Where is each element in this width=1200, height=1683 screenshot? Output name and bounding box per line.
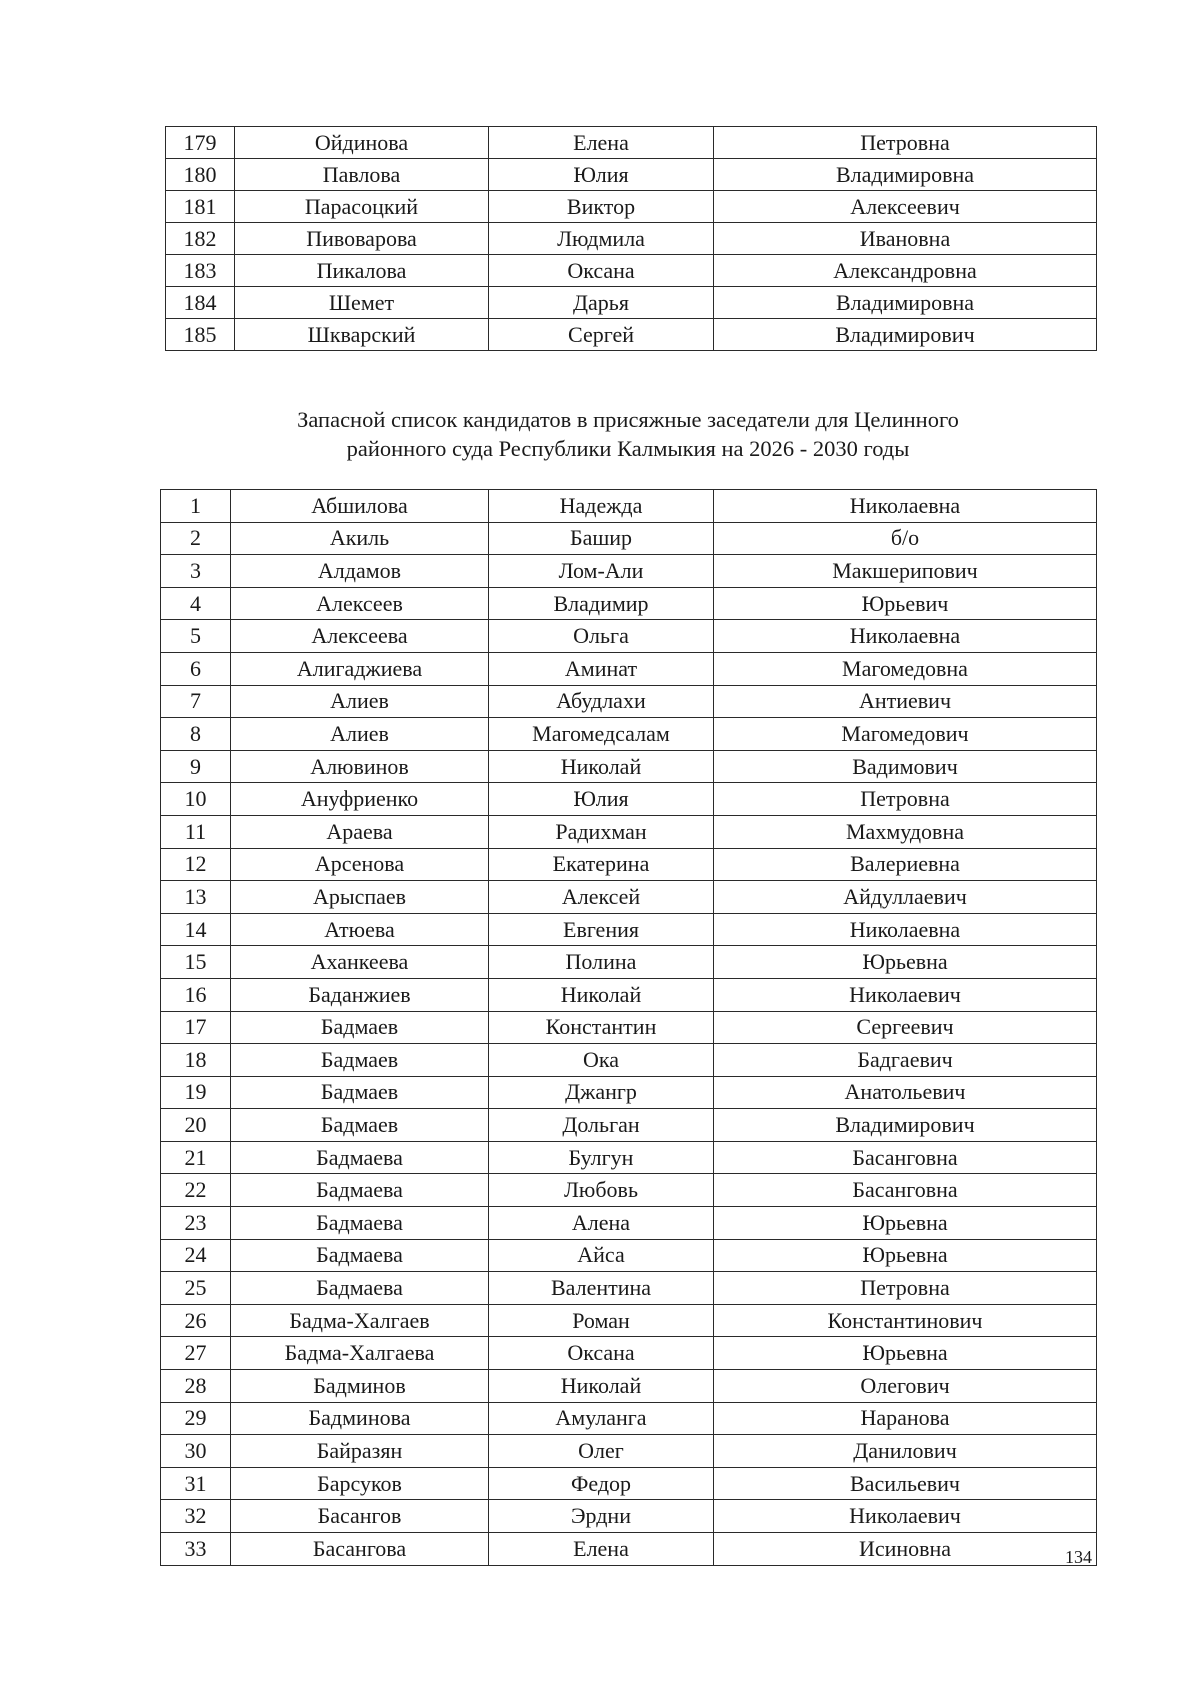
first-name-cell: Дарья [489, 287, 714, 319]
row-number-cell: 25 [161, 1272, 231, 1305]
first-name-cell: Любовь [489, 1174, 714, 1207]
patronymic-cell: Александровна [714, 255, 1097, 287]
first-name-cell: Башир [489, 522, 714, 555]
first-name-cell: Сергей [489, 319, 714, 351]
first-name-cell: Константин [489, 1011, 714, 1044]
row-number-cell: 9 [161, 750, 231, 783]
row-number-cell: 19 [161, 1076, 231, 1109]
patronymic-cell: Владимирович [714, 319, 1097, 351]
first-name-cell: Владимир [489, 587, 714, 620]
table-row [166, 319, 1097, 351]
table-row [161, 815, 1097, 848]
patronymic-cell: Олегович [714, 1370, 1097, 1403]
page-number: 134 [1065, 1547, 1092, 1567]
surname-cell: Бадмаева [231, 1272, 489, 1305]
first-name-cell: Лом-Али [489, 555, 714, 588]
patronymic-cell: б/о [714, 522, 1097, 555]
surname-cell: Бадмаев [231, 1011, 489, 1044]
first-name-cell: Абудлахи [489, 685, 714, 718]
first-name-cell: Людмила [489, 223, 714, 255]
table-row [161, 913, 1097, 946]
surname-cell: Шемет [235, 287, 489, 319]
table-row [161, 946, 1097, 979]
row-number-cell: 181 [166, 191, 235, 223]
row-number-cell: 26 [161, 1304, 231, 1337]
table-row [161, 750, 1097, 783]
table-row [161, 1141, 1097, 1174]
row-number-cell: 29 [161, 1402, 231, 1435]
first-name-cell: Оксана [489, 1337, 714, 1370]
patronymic-cell: Данилович [714, 1435, 1097, 1468]
row-number-cell: 1 [161, 490, 231, 523]
main-list-body [166, 127, 1097, 351]
table-row [161, 685, 1097, 718]
patronymic-cell: Владимировна [714, 159, 1097, 191]
table-row [161, 978, 1097, 1011]
table-row [166, 287, 1097, 319]
row-number-cell: 30 [161, 1435, 231, 1468]
reserve-heading-line-2: районного суда Республики Калмыкия на 2026 - 2030 годы [346, 436, 910, 461]
row-number-cell: 31 [161, 1467, 231, 1500]
row-number-cell: 182 [166, 223, 235, 255]
surname-cell: Байразян [231, 1435, 489, 1468]
row-number-cell: 10 [161, 783, 231, 816]
first-name-cell: Булгун [489, 1141, 714, 1174]
row-number-cell: 4 [161, 587, 231, 620]
row-number-cell: 15 [161, 946, 231, 979]
table-row [166, 159, 1097, 191]
patronymic-cell: Владимировна [714, 287, 1097, 319]
surname-cell: Павлова [235, 159, 489, 191]
table-row [161, 1076, 1097, 1109]
table-row [161, 783, 1097, 816]
surname-cell: Бадмаева [231, 1141, 489, 1174]
first-name-cell: Екатерина [489, 848, 714, 881]
row-number-cell: 32 [161, 1500, 231, 1533]
table-row [161, 1337, 1097, 1370]
row-number-cell: 183 [166, 255, 235, 287]
surname-cell: Абшилова [231, 490, 489, 523]
surname-cell: Бадминов [231, 1370, 489, 1403]
surname-cell: Алигаджиева [231, 652, 489, 685]
table-row [161, 1239, 1097, 1272]
surname-cell: Ойдинова [235, 127, 489, 159]
row-number-cell: 24 [161, 1239, 231, 1272]
surname-cell: Пикалова [235, 255, 489, 287]
first-name-cell: Дольган [489, 1109, 714, 1142]
surname-cell: Бадминова [231, 1402, 489, 1435]
patronymic-cell: Басанговна [714, 1141, 1097, 1174]
surname-cell: Парасоцкий [235, 191, 489, 223]
first-name-cell: Валентина [489, 1272, 714, 1305]
surname-cell: Бадмаева [231, 1174, 489, 1207]
row-number-cell: 2 [161, 522, 231, 555]
table-row [161, 1207, 1097, 1240]
first-name-cell: Алена [489, 1207, 714, 1240]
table-row [166, 223, 1097, 255]
first-name-cell: Виктор [489, 191, 714, 223]
patronymic-cell: Валериевна [714, 848, 1097, 881]
patronymic-cell: Айдуллаевич [714, 881, 1097, 914]
first-name-cell: Эрдни [489, 1500, 714, 1533]
first-name-cell: Магомедсалам [489, 718, 714, 751]
patronymic-cell: Петровна [714, 783, 1097, 816]
patronymic-cell: Ивановна [714, 223, 1097, 255]
table-row [166, 255, 1097, 287]
table-row [161, 1272, 1097, 1305]
surname-cell: Атюева [231, 913, 489, 946]
surname-cell: Пивоварова [235, 223, 489, 255]
patronymic-cell: Константинович [714, 1304, 1097, 1337]
table-row [161, 1304, 1097, 1337]
first-name-cell: Николай [489, 750, 714, 783]
patronymic-cell: Алексеевич [714, 191, 1097, 223]
surname-cell: Алексеева [231, 620, 489, 653]
first-name-cell: Елена [489, 1533, 714, 1566]
first-name-cell: Джангр [489, 1076, 714, 1109]
first-name-cell: Федор [489, 1467, 714, 1500]
surname-cell: Алювинов [231, 750, 489, 783]
row-number-cell: 13 [161, 881, 231, 914]
patronymic-cell: Николаевна [714, 620, 1097, 653]
row-number-cell: 184 [166, 287, 235, 319]
table-row [161, 1109, 1097, 1142]
table-row [161, 1370, 1097, 1403]
table-row [161, 555, 1097, 588]
table-row [161, 1500, 1097, 1533]
surname-cell: Аханкеева [231, 946, 489, 979]
table-row [161, 848, 1097, 881]
row-number-cell: 180 [166, 159, 235, 191]
patronymic-cell: Басанговна [714, 1174, 1097, 1207]
reserve-heading-line-1: Запасной список кандидатов в присяжные заседатели для Целинного [297, 407, 959, 432]
first-name-cell: Радихман [489, 815, 714, 848]
table-row [166, 191, 1097, 223]
patronymic-cell: Бадгаевич [714, 1044, 1097, 1077]
first-name-cell: Олег [489, 1435, 714, 1468]
row-number-cell: 14 [161, 913, 231, 946]
row-number-cell: 20 [161, 1109, 231, 1142]
patronymic-cell: Махмудовна [714, 815, 1097, 848]
surname-cell: Бадмаева [231, 1207, 489, 1240]
patronymic-cell: Юрьевна [714, 1207, 1097, 1240]
surname-cell: Бадма-Халгаев [231, 1304, 489, 1337]
row-number-cell: 23 [161, 1207, 231, 1240]
table-row [161, 652, 1097, 685]
table-row [161, 718, 1097, 751]
table-row [161, 1011, 1097, 1044]
row-number-cell: 3 [161, 555, 231, 588]
surname-cell: Ануфриенко [231, 783, 489, 816]
surname-cell: Алиев [231, 685, 489, 718]
row-number-cell: 8 [161, 718, 231, 751]
table-row [161, 522, 1097, 555]
reserve-list-heading [160, 405, 1096, 463]
table-row [161, 1435, 1097, 1468]
row-number-cell: 28 [161, 1370, 231, 1403]
row-number-cell: 21 [161, 1141, 231, 1174]
surname-cell: Алдамов [231, 555, 489, 588]
surname-cell: Бадмаев [231, 1109, 489, 1142]
patronymic-cell: Анатольевич [714, 1076, 1097, 1109]
patronymic-cell: Макшерипович [714, 555, 1097, 588]
patronymic-cell: Николаевич [714, 978, 1097, 1011]
row-number-cell: 179 [166, 127, 235, 159]
surname-cell: Арсенова [231, 848, 489, 881]
first-name-cell: Ока [489, 1044, 714, 1077]
surname-cell: Араева [231, 815, 489, 848]
first-name-cell: Николай [489, 978, 714, 1011]
patronymic-cell: Петровна [714, 1272, 1097, 1305]
first-name-cell: Роман [489, 1304, 714, 1337]
table-row [161, 1174, 1097, 1207]
patronymic-cell: Юрьевна [714, 1239, 1097, 1272]
first-name-cell: Алексей [489, 881, 714, 914]
main-list-table [165, 126, 1097, 351]
table-row [161, 881, 1097, 914]
patronymic-cell: Владимирович [714, 1109, 1097, 1142]
first-name-cell: Евгения [489, 913, 714, 946]
first-name-cell: Юлия [489, 783, 714, 816]
surname-cell: Бадма-Халгаева [231, 1337, 489, 1370]
first-name-cell: Юлия [489, 159, 714, 191]
patronymic-cell: Антиевич [714, 685, 1097, 718]
row-number-cell: 33 [161, 1533, 231, 1566]
first-name-cell: Аминат [489, 652, 714, 685]
first-name-cell: Елена [489, 127, 714, 159]
row-number-cell: 16 [161, 978, 231, 1011]
table-row [161, 1467, 1097, 1500]
table-row [161, 1402, 1097, 1435]
row-number-cell: 12 [161, 848, 231, 881]
reserve-list-body [161, 490, 1097, 1566]
patronymic-cell: Исиновна [714, 1533, 1097, 1566]
patronymic-cell: Юрьевна [714, 946, 1097, 979]
reserve-list-table [160, 489, 1097, 1566]
first-name-cell: Надежда [489, 490, 714, 523]
patronymic-cell: Николаевна [714, 490, 1097, 523]
table-row [161, 490, 1097, 523]
row-number-cell: 18 [161, 1044, 231, 1077]
patronymic-cell: Юрьевич [714, 587, 1097, 620]
patronymic-cell: Васильевич [714, 1467, 1097, 1500]
surname-cell: Басангов [231, 1500, 489, 1533]
surname-cell: Баданжиев [231, 978, 489, 1011]
patronymic-cell: Юрьевна [714, 1337, 1097, 1370]
surname-cell: Бадмаева [231, 1239, 489, 1272]
table-row [161, 587, 1097, 620]
surname-cell: Шкварский [235, 319, 489, 351]
row-number-cell: 185 [166, 319, 235, 351]
patronymic-cell: Николаевна [714, 913, 1097, 946]
surname-cell: Барсуков [231, 1467, 489, 1500]
patronymic-cell: Николаевич [714, 1500, 1097, 1533]
patronymic-cell: Вадимович [714, 750, 1097, 783]
table-row [166, 127, 1097, 159]
first-name-cell: Николай [489, 1370, 714, 1403]
row-number-cell: 27 [161, 1337, 231, 1370]
surname-cell: Басангова [231, 1533, 489, 1566]
surname-cell: Бадмаев [231, 1076, 489, 1109]
first-name-cell: Айса [489, 1239, 714, 1272]
patronymic-cell: Петровна [714, 127, 1097, 159]
surname-cell: Акиль [231, 522, 489, 555]
first-name-cell: Ольга [489, 620, 714, 653]
row-number-cell: 11 [161, 815, 231, 848]
patronymic-cell: Сергеевич [714, 1011, 1097, 1044]
patronymic-cell: Магомедовна [714, 652, 1097, 685]
row-number-cell: 5 [161, 620, 231, 653]
table-row [161, 1044, 1097, 1077]
table-row [161, 1533, 1097, 1566]
surname-cell: Бадмаев [231, 1044, 489, 1077]
first-name-cell: Полина [489, 946, 714, 979]
row-number-cell: 6 [161, 652, 231, 685]
row-number-cell: 22 [161, 1174, 231, 1207]
patronymic-cell: Наранова [714, 1402, 1097, 1435]
first-name-cell: Оксана [489, 255, 714, 287]
first-name-cell: Амуланга [489, 1402, 714, 1435]
surname-cell: Арыспаев [231, 881, 489, 914]
table-row [161, 620, 1097, 653]
row-number-cell: 7 [161, 685, 231, 718]
row-number-cell: 17 [161, 1011, 231, 1044]
patronymic-cell: Магомедович [714, 718, 1097, 751]
surname-cell: Алексеев [231, 587, 489, 620]
surname-cell: Алиев [231, 718, 489, 751]
